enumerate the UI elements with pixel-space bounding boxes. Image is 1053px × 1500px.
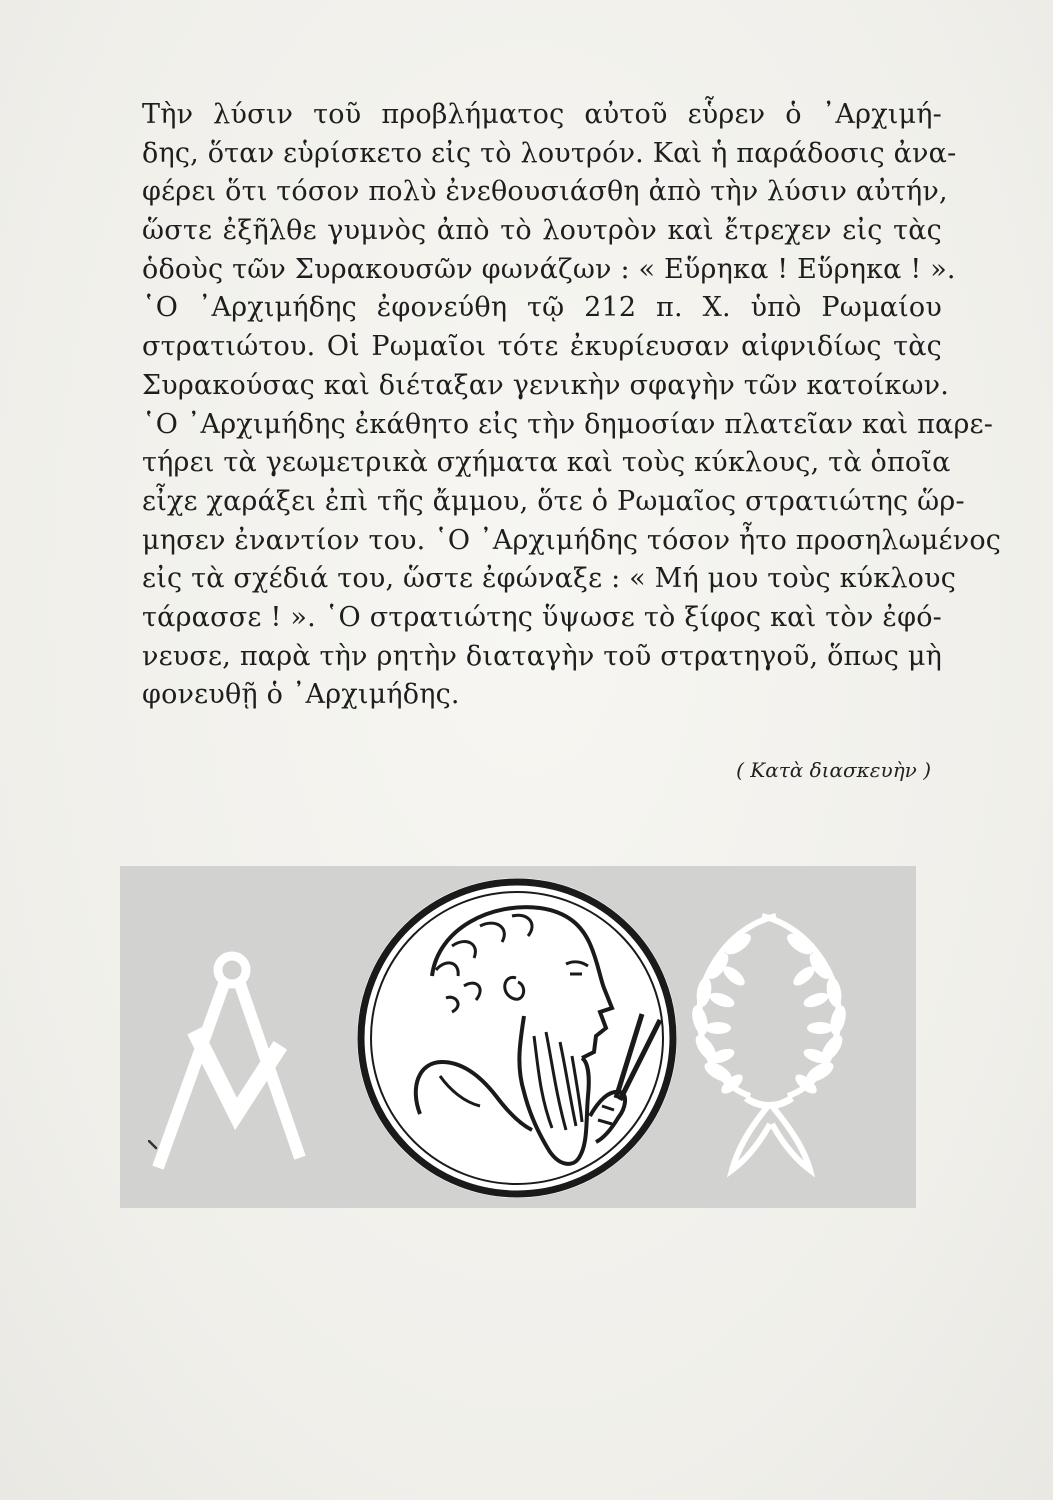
text-line: Συρακούσας καὶ διέταξαν γενικὴν σφαγὴν τῶν κατοίκων. [142,369,950,401]
attribution: ( Κατὰ διασκευὴν ) [736,758,931,782]
text-line: μησεν ἐναντίον του. ῾Ο ᾿Αρχιμήδης τόσον ἦτο προσηλωμένος [142,524,1002,556]
text-line: εἰς τὰ σχέδιά του, ὥστε ἐφώναξε : « Μή μου τοὺς κύκλους [142,563,957,595]
text-line: στρατιώτου. Οἱ Ρωμαῖοι τότε ἐκυρίευσαν αἰφνιδίως τὰς [142,331,942,363]
text-line: ῾Ο ᾿Αρχιμήδης ἐφονεύθη τῷ 212 π. Χ. ὑπὸ Ρωμαίου [142,292,942,324]
text-line: Τὴν λύσιν τοῦ προβλήματος αὐτοῦ εὗρεν ὁ ᾿Αρχιμή- [142,99,942,130]
text-line: δης, ὅταν εὑρίσκετο εἰς τὸ λουτρόν. Καὶ ἡ παράδοσις ἀνα- [142,137,957,169]
text-line: νευσε, παρὰ τὴν ρητὴν διαταγὴν τοῦ στρατηγοῦ, ὅπως μὴ [142,640,942,672]
body-text [142,96,1002,715]
archimedes-portrait [357,878,677,1198]
text-line: ῾Ο ᾿Αρχιμήδης ἐκάθητο εἰς τὴν δημοσίαν πλατεῖαν καὶ παρε- [142,408,994,440]
text-line: φέρει ὅτι τόσον πολὺ ἐνεθουσιάσθη ἀπὸ τὴν λύσιν αὐτήν, [142,176,948,208]
text-line: τάρασσε ! ». ῾Ο στρατιώτης ὕψωσε τὸ ξίφος καὶ τὸν ἐφό- [142,601,942,633]
laurel-wreath-icon [689,916,848,1170]
illustration-panel [120,866,916,1208]
text-line: τήρει τὰ γεωμετρικὰ σχήματα καὶ τοὺς κύκλους, τὰ ὁποῖα [142,447,951,479]
text-line: ὥστε ἐξῆλθε γυμνὸς ἀπὸ τὸ λουτρὸν καὶ ἔτρεχεν εἰς τὰς [142,215,942,247]
ink-speck [148,1140,158,1150]
text-line: εἶχε χαράξει ἐπὶ τῆς ἄμμου, ὅτε ὁ Ρωμαῖος στρατιώτης ὥρ- [142,485,965,517]
text-line: ὁδοὺς τῶν Συρακουσῶν φωνάζων : « Εὕρηκα ! Εὕρηκα ! ». [142,253,956,285]
text-line: φονευθῇ ὁ ᾿Αρχιμήδης. [142,679,460,711]
compass-and-square-icon [160,956,298,1162]
